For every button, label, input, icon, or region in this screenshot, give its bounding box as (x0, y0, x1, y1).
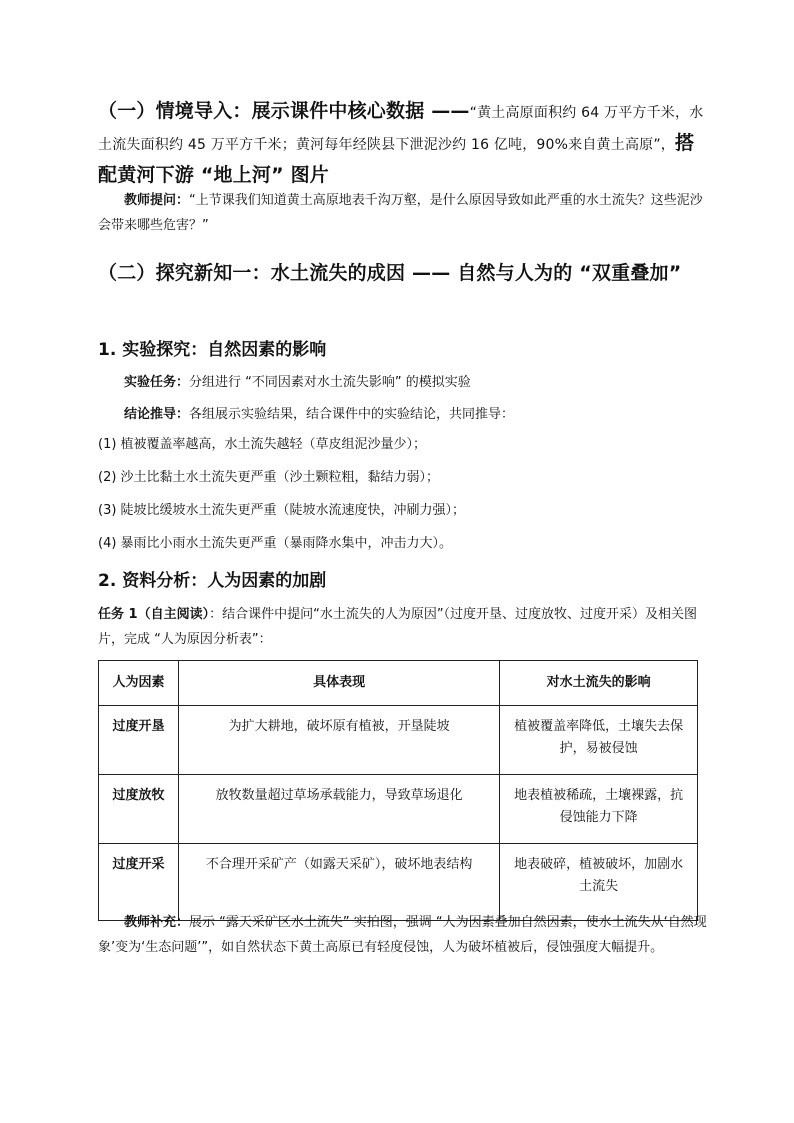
experiment-task (98, 370, 708, 395)
list-item: (1) 植被覆盖率越高，水土流失越轻（草皮组泥沙量少）； (98, 437, 427, 452)
human-factor-table (98, 660, 698, 921)
impact-cell: 地表植被稀疏，土壤裸露，抗侵蚀能力下降 (500, 775, 698, 844)
section1-heading-bold: （一）情境导入：展示课件中核心数据 —— (98, 100, 470, 122)
question-text: “上节课我们知道黄土高原地表千沟万壑，是什么原因导致如此严重的水土流失？这些泥沙会带来哪些危害？” (98, 193, 703, 233)
factor-cell: 过度开垦 (99, 706, 179, 775)
sub2-heading: 2. 资料分析：人为因素的加剧 (98, 571, 327, 591)
supplement-text: 展示 “露天采矿区水土流失” 实拍图，强调 “人为因素叠加自然因素，使水土流失从‘自然现象’变为‘生态问题’”，如自然状态下黄土高原已有轻度侵蚀，人为破坏植被后，侵蚀强度大幅提升。 (98, 915, 707, 955)
teacher-supplement (98, 910, 708, 960)
table-header-row (99, 661, 698, 706)
manifestation-cell: 为扩大耕地，破坏原有植被，开垦陡坡 (178, 706, 499, 775)
table-row (99, 844, 698, 921)
reading-task-label: 任务 1（自主阅读） (98, 607, 210, 622)
conclusion-text: 各组展示实验结果，结合课件中的实验结论，共同推导： (189, 407, 515, 422)
manifestation-cell: 不合理开采矿产（如露天采矿），破坏地表结构 (178, 844, 499, 921)
impact-cell: 地表破碎，植被破坏，加剧水土流失 (500, 844, 698, 921)
manifestation-cell: 放牧数量超过草场承载能力，导致草场退化 (178, 775, 499, 844)
section1-heading-tail: 搭配黄河下游 “地上河” 图片 (98, 132, 695, 186)
conclusion (98, 402, 708, 427)
experiment-task-text: 分组进行 “不同因素对水土流失影响” 的模拟实验 (189, 375, 471, 390)
list-item: (3) 陡坡比缓坡水土流失更严重（陡坡水流速度快，冲刷力强）； (98, 503, 466, 518)
section2-heading: （二）探究新知一：水土流失的成因 —— 自然与人为的 “双重叠加” (98, 262, 682, 284)
section1-heading (98, 96, 708, 190)
teacher-question (98, 188, 708, 238)
table-row (99, 706, 698, 775)
conclusion-list (98, 432, 708, 564)
table-header: 具体表现 (178, 661, 499, 706)
factor-cell: 过度放牧 (99, 775, 179, 844)
table-header: 对水土流失的影响 (500, 661, 698, 706)
supplement-label: 教师补充： (124, 915, 190, 930)
section1-heading-quote: “黄土高原面积约 64 万平方千米，水土流失面积约 45 万平方千米；黄河每年经陕县下泄泥沙约 16 亿吨，90%来自黄土高原”， (98, 105, 704, 153)
list-item: (4) 暴雨比小雨水土流失更严重（暴雨降水集中，冲击力大）。 (98, 536, 453, 551)
reading-task-text: ：结合课件中提问“水土流失的人为原因”（过度开垦、过度放牧、过度开采）及相关图片，完成 “人为原因分析表”： (98, 607, 698, 647)
table-row (99, 775, 698, 844)
impact-cell: 植被覆盖率降低，土壤失去保护，易被侵蚀 (500, 706, 698, 775)
factor-cell: 过度开采 (99, 844, 179, 921)
reading-task (98, 602, 708, 652)
conclusion-label: 结论推导： (124, 407, 190, 422)
list-item: (2) 沙土比黏土水土流失更严重（沙土颗粒粗，黏结力弱）； (98, 470, 440, 485)
table-header: 人为因素 (99, 661, 179, 706)
experiment-task-label: 实验任务： (124, 375, 190, 390)
question-label: 教师提问： (124, 193, 190, 208)
sub1-heading: 1. 实验探究：自然因素的影响 (98, 340, 327, 360)
